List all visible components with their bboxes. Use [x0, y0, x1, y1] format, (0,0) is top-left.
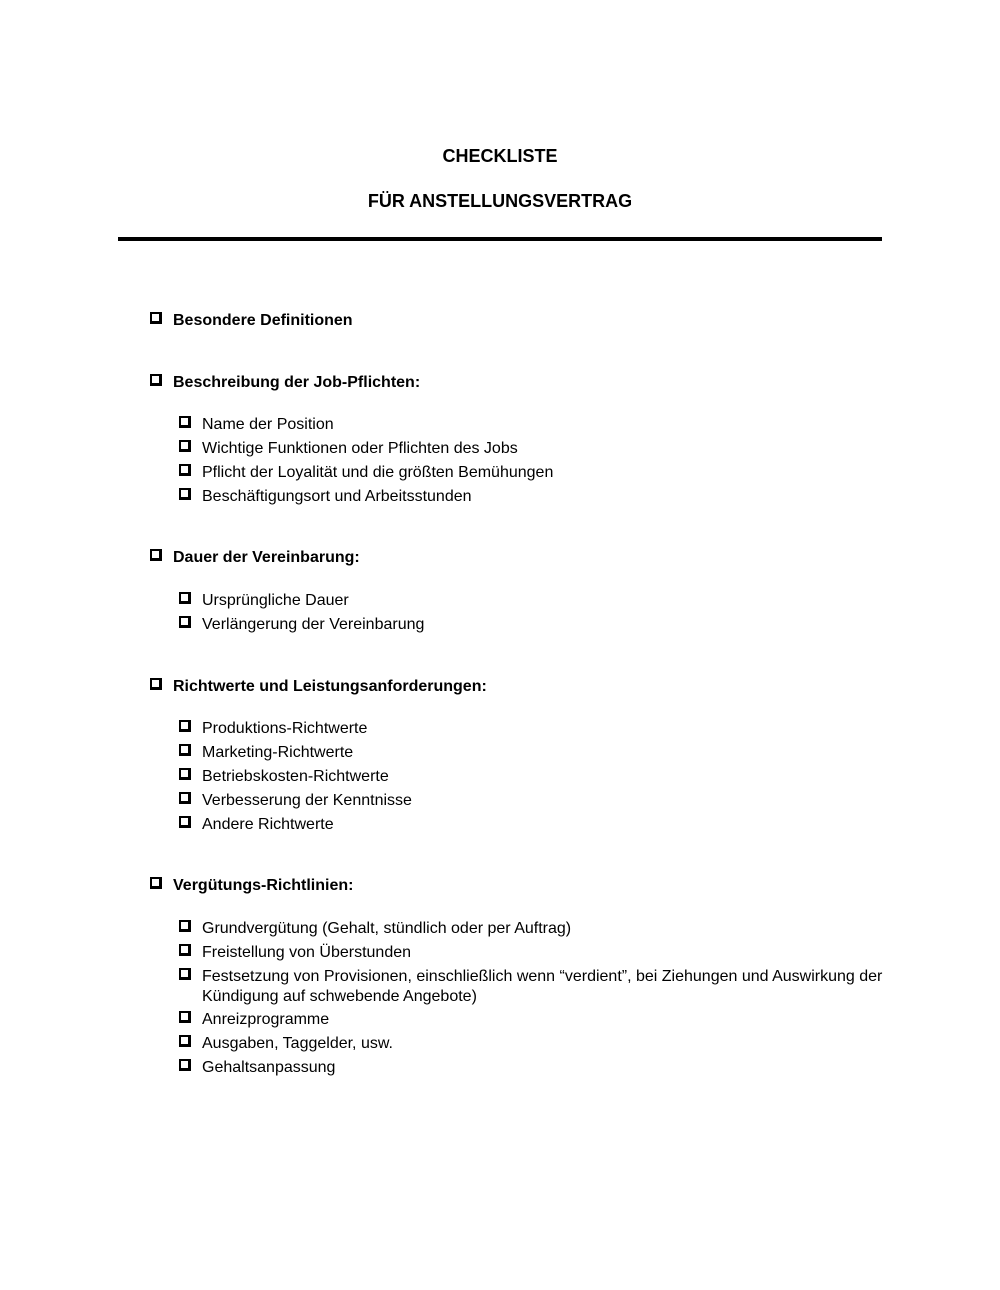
section-job-pflichten — [150, 373, 420, 393]
checkbox-icon[interactable] — [179, 920, 191, 932]
checkbox-icon[interactable] — [179, 416, 191, 428]
list-item — [179, 463, 553, 483]
list-item — [179, 1010, 329, 1030]
item-label: Anreizprogramme — [202, 1011, 330, 1028]
section-label: Richtwerte und Leistungsanforderungen: — [173, 678, 487, 695]
section-label: Besondere Definitionen — [173, 312, 353, 329]
list-item — [179, 719, 367, 739]
list-item — [179, 591, 349, 611]
list-item — [179, 943, 411, 963]
item-label: Betriebskosten-Richtwerte — [202, 768, 389, 785]
item-label: Ausgaben, Taggelder, usw. — [202, 1035, 393, 1052]
list-item — [179, 743, 353, 763]
item-label: Beschäftigungsort und Arbeitsstunden — [202, 488, 472, 505]
list-item — [179, 791, 412, 811]
checkbox-icon[interactable] — [150, 678, 162, 690]
item-label: Festsetzung von Provisionen, einschließlich wenn “verdient”, bei Ziehungen und Auswirkung der Kündigung auf schwebende Angebote) — [202, 968, 883, 1005]
checkbox-icon[interactable] — [179, 488, 191, 500]
checkbox-icon[interactable] — [179, 440, 191, 452]
list-item — [179, 1034, 393, 1054]
checkbox-icon[interactable] — [179, 616, 191, 628]
checkbox-icon[interactable] — [150, 312, 162, 324]
checkbox-icon[interactable] — [179, 792, 191, 804]
checkbox-icon[interactable] — [179, 464, 191, 476]
title-divider — [118, 237, 882, 241]
item-label: Gehaltsanpassung — [202, 1059, 336, 1076]
section-besondere-definitionen — [150, 311, 353, 331]
checkbox-icon[interactable] — [150, 549, 162, 561]
item-label: Marketing-Richtwerte — [202, 744, 354, 761]
list-item — [179, 1058, 335, 1078]
section-label: Dauer der Vereinbarung: — [173, 549, 360, 566]
item-label: Pflicht der Loyalität und die größten Bemühungen — [202, 464, 554, 481]
section-richtwerte — [150, 677, 487, 697]
checkbox-icon[interactable] — [179, 1059, 191, 1071]
checkbox-icon[interactable] — [179, 968, 191, 980]
checkbox-icon[interactable] — [179, 592, 191, 604]
item-label: Produktions-Richtwerte — [202, 720, 368, 737]
item-label: Verlängerung der Vereinbarung — [202, 616, 425, 633]
list-item — [179, 967, 892, 1007]
item-label: Andere Richtwerte — [202, 816, 334, 833]
checkbox-icon[interactable] — [179, 744, 191, 756]
list-item — [179, 919, 571, 939]
checkbox-icon[interactable] — [150, 374, 162, 386]
list-item — [179, 415, 334, 435]
section-label: Beschreibung der Job-Pflichten: — [173, 374, 421, 391]
item-label: Verbesserung der Kenntnisse — [202, 792, 412, 809]
document-title: CHECKLISTE — [442, 146, 558, 166]
list-item — [179, 615, 424, 635]
item-label: Grundvergütung (Gehalt, stündlich oder per Auftrag) — [202, 920, 572, 937]
section-dauer — [150, 548, 360, 568]
item-label: Wichtige Funktionen oder Pflichten des Jobs — [202, 440, 518, 457]
list-item — [179, 487, 472, 507]
item-label: Name der Position — [202, 416, 334, 433]
list-item — [179, 767, 389, 787]
checkbox-icon[interactable] — [150, 877, 162, 889]
section-verguetung — [150, 876, 353, 896]
list-item — [179, 439, 518, 459]
checkbox-icon[interactable] — [179, 720, 191, 732]
checkbox-icon[interactable] — [179, 944, 191, 956]
checkbox-icon[interactable] — [179, 768, 191, 780]
item-label: Freistellung von Überstunden — [202, 944, 412, 961]
section-label: Vergütungs-Richtlinien: — [173, 877, 354, 894]
checkbox-icon[interactable] — [179, 816, 191, 828]
document-subtitle: FÜR ANSTELLUNGSVERTRAG — [367, 191, 633, 211]
checkbox-icon[interactable] — [179, 1035, 191, 1047]
item-label: Ursprüngliche Dauer — [202, 592, 349, 609]
list-item — [179, 815, 334, 835]
checkbox-icon[interactable] — [179, 1011, 191, 1023]
